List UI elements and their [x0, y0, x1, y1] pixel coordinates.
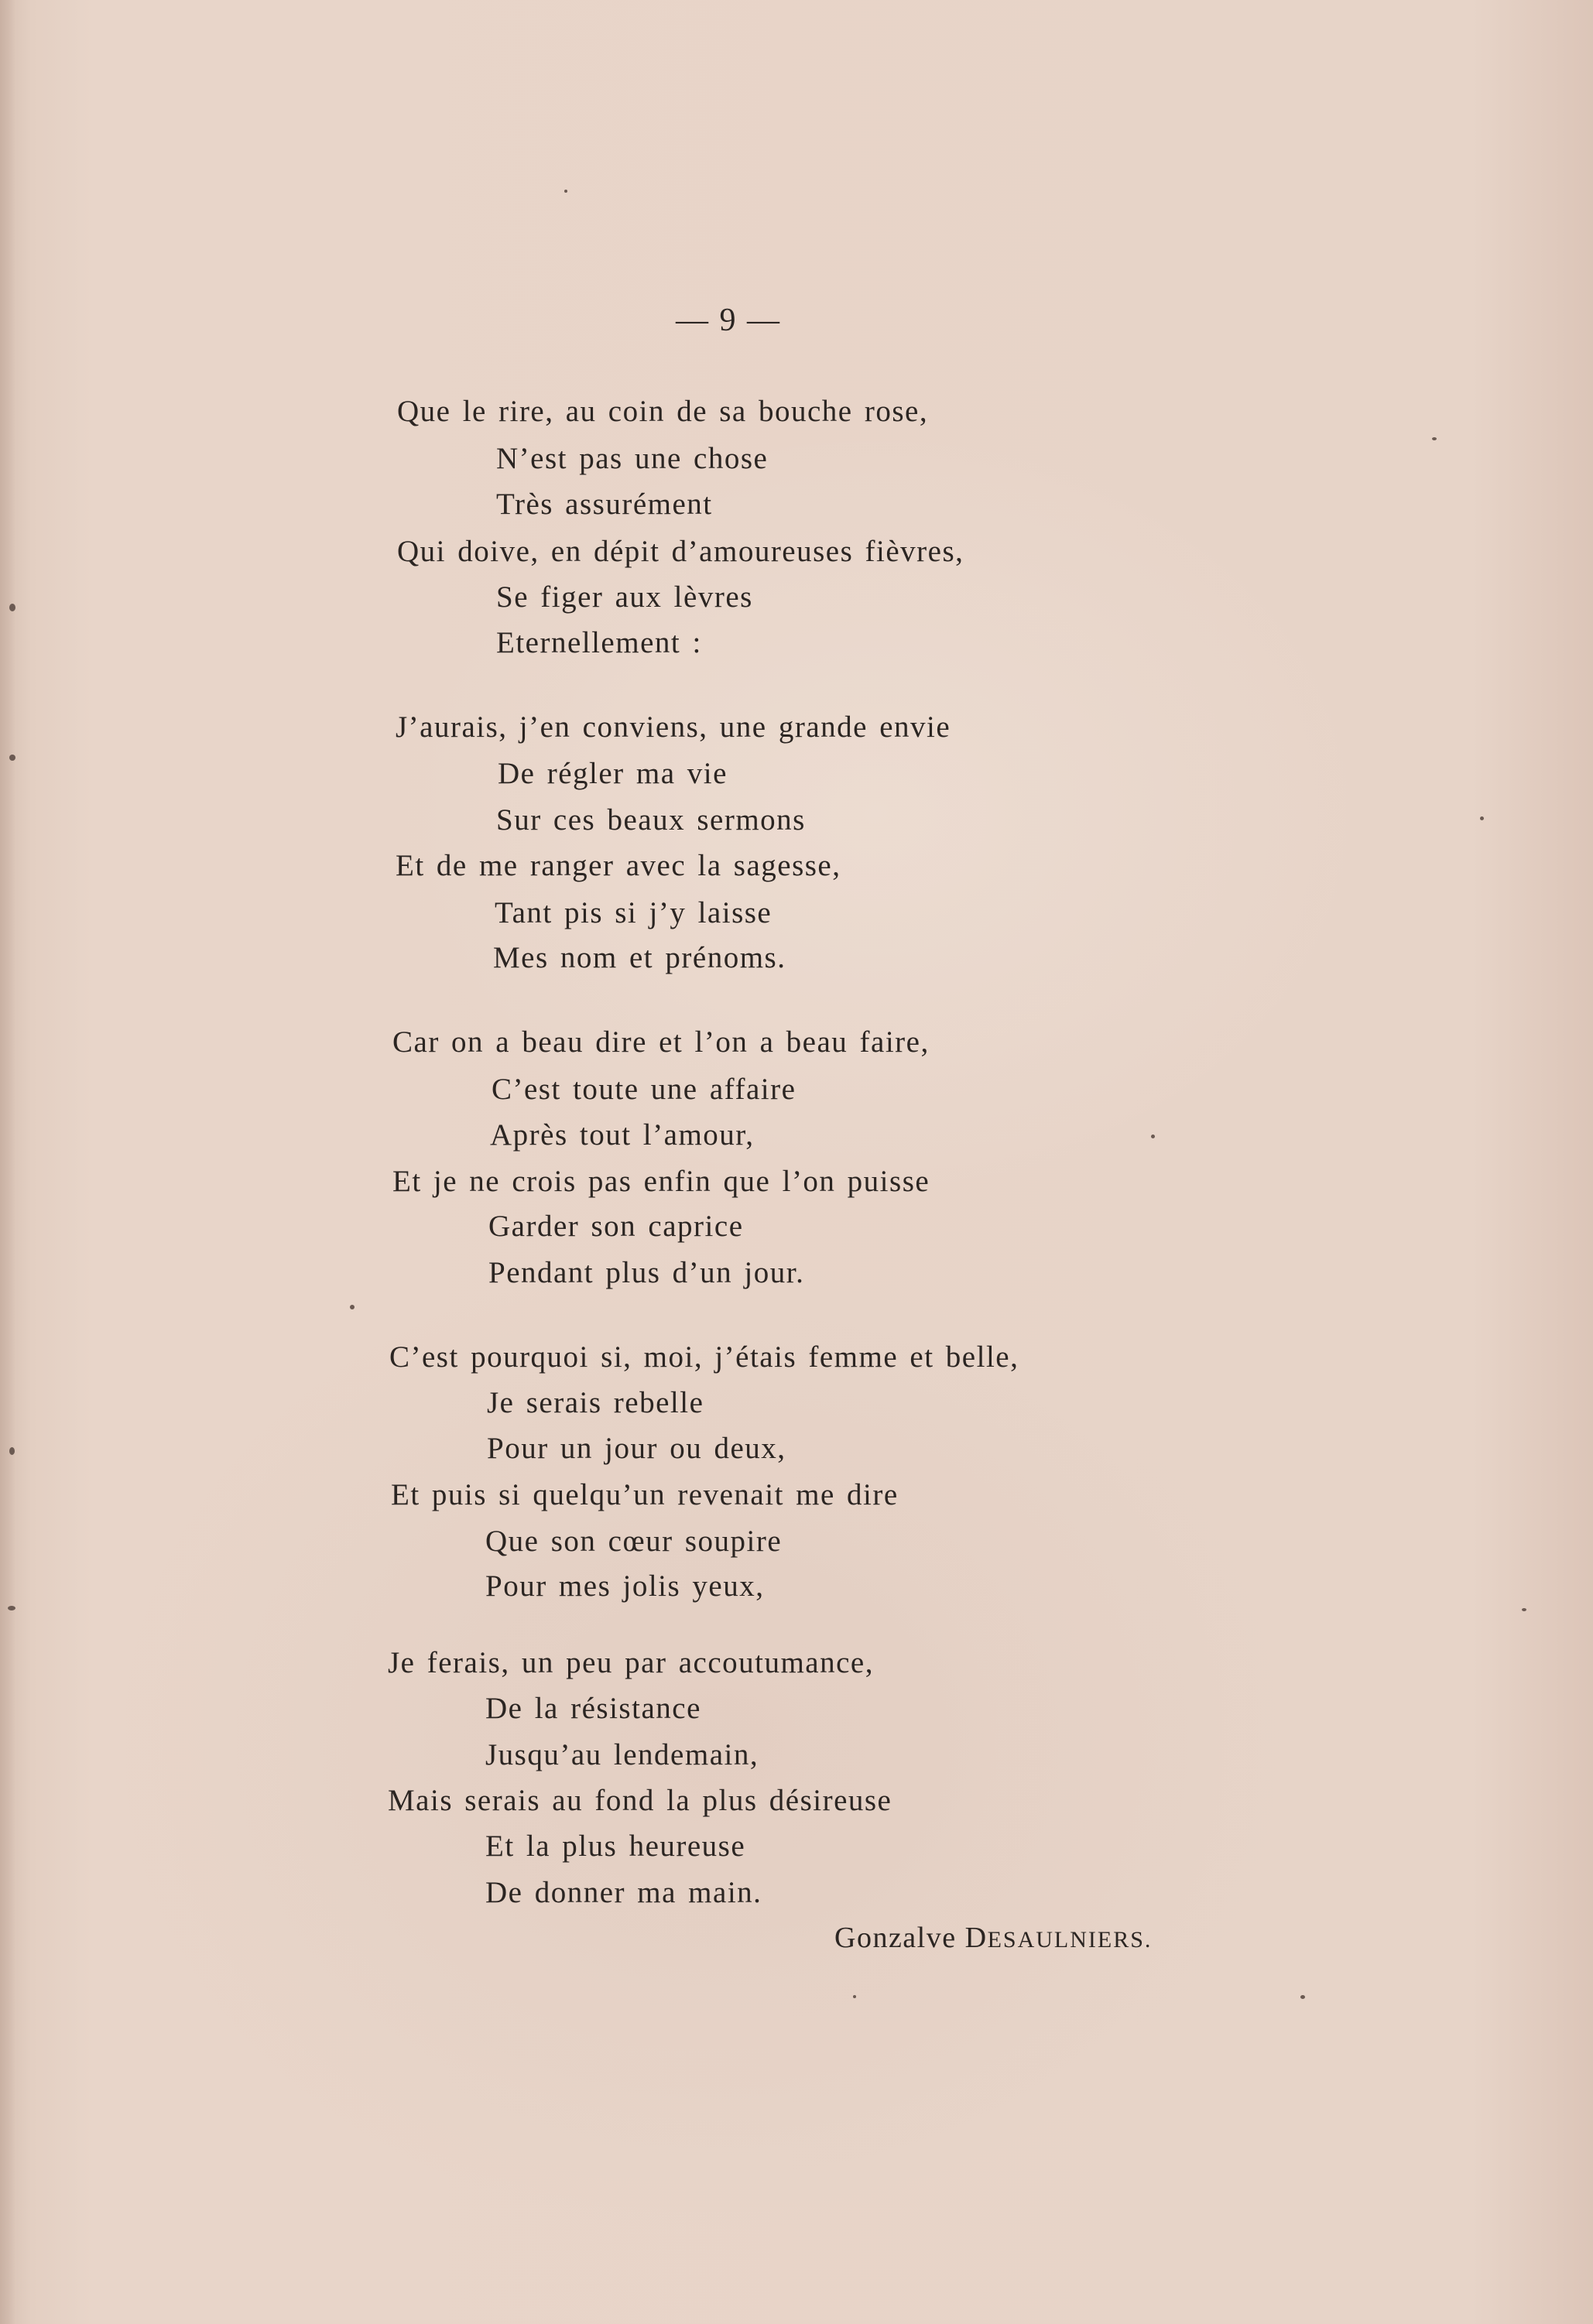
paper-speck: [1432, 437, 1437, 440]
paper-speck: [9, 755, 15, 761]
poem-line: Et puis si quelqu’un revenait me dire: [391, 1478, 899, 1511]
poem-line: Tant pis si j’y laisse: [495, 896, 773, 929]
poem-line: Que le rire, au coin de sa bouche rose,: [397, 395, 929, 428]
poem-line: Et de me ranger avec la sagesse,: [396, 849, 841, 882]
author-first-name: Gonzalve: [834, 1922, 957, 1954]
page-binding-edge: [0, 0, 15, 2324]
poem-line: Je serais rebelle: [487, 1386, 704, 1419]
paper-speck: [1522, 1608, 1526, 1611]
poem-line: Pour mes jolis yeux,: [485, 1569, 765, 1603]
paper-speck: [9, 1447, 15, 1455]
poem-line: Que son cœur soupire: [485, 1525, 783, 1558]
poem-line: Mais serais au fond la plus désireuse: [388, 1784, 892, 1817]
poem-line: De donner ma main.: [485, 1876, 762, 1909]
paper-speck: [8, 1606, 15, 1610]
paper-speck: [1151, 1135, 1155, 1138]
poem-line: N’est pas une chose: [496, 442, 769, 475]
poem-line: Jusqu’au lendemain,: [485, 1738, 759, 1771]
poem-line: Eternellement :: [496, 626, 702, 659]
paper-speck: [853, 1995, 856, 1998]
poem-line: Et la plus heureuse: [485, 1829, 746, 1863]
paper-speck: [564, 190, 567, 193]
paper-speck: [350, 1305, 355, 1309]
poem-line: Pour un jour ou deux,: [487, 1432, 786, 1465]
poem-line: Pendant plus d’un jour.: [488, 1256, 805, 1289]
poem-line: Je ferais, un peu par accoutumance,: [388, 1646, 874, 1679]
poem-line: C’est pourquoi si, moi, j’étais femme et belle,: [389, 1340, 1019, 1374]
poem-line: Sur ces beaux sermons: [496, 803, 806, 837]
poem-line: Qui doive, en dépit d’amoureuses fièvres,: [397, 535, 964, 568]
poem-line: Car on a beau dire et l’on a beau faire,: [392, 1025, 930, 1059]
page-number: — 9 —: [676, 303, 781, 338]
poem-line: Et je ne crois pas enfin que l’on puisse: [392, 1165, 930, 1198]
paper-speck: [1480, 816, 1484, 820]
author-last-name-initial: D: [964, 1922, 988, 1954]
poem-line: De la résistance: [485, 1692, 701, 1725]
poem-line: Mes nom et prénoms.: [493, 941, 786, 974]
poem-line: J’aurais, j’en conviens, une grande envie: [396, 710, 951, 744]
paper-speck: [1300, 1995, 1305, 1999]
poem-line: C’est toute une affaire: [492, 1073, 796, 1106]
poem-line: De régler ma vie: [498, 757, 728, 790]
poem-line: Très assurément: [496, 488, 713, 521]
author-signature: [834, 1921, 1152, 1955]
poem-line: Après tout l’amour,: [490, 1118, 755, 1152]
poem-line: Garder son caprice: [488, 1210, 744, 1243]
poem-line: Se figer aux lèvres: [496, 580, 753, 614]
author-last-name-rest: ESAULNIERS.: [987, 1927, 1153, 1953]
paper-speck: [9, 604, 15, 611]
